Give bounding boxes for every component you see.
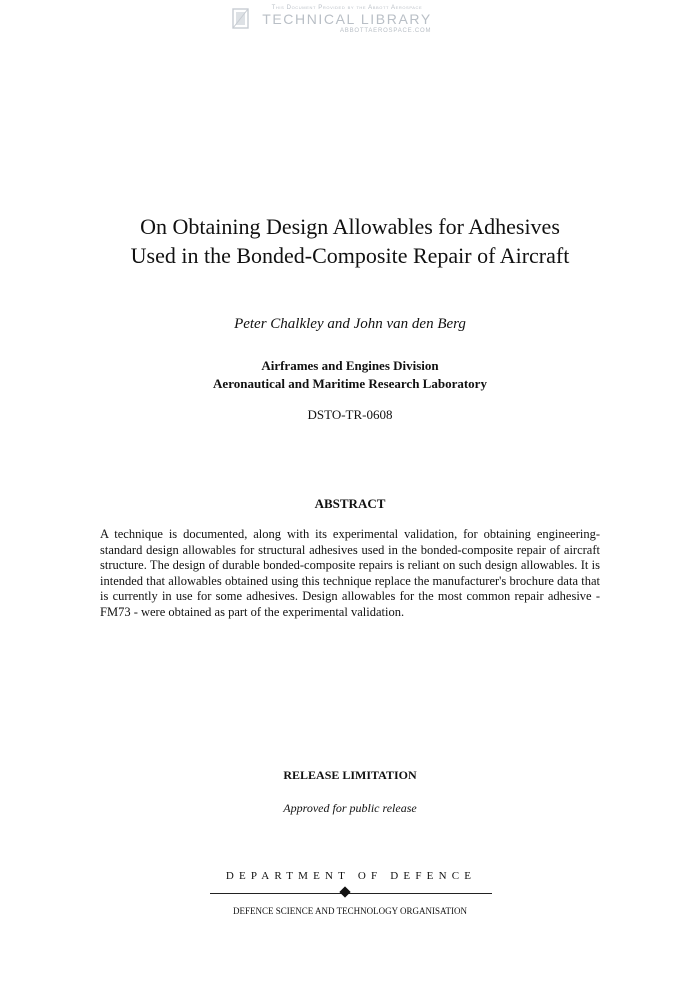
release-limitation-heading: RELEASE LIMITATION <box>283 768 417 782</box>
abstract-body: A technique is documented, along with its experimental validation, for obtaining engineering-standard design allowables for structural adhesives used in the bonded-composite repair of aircraft structure. The design of durable bonded-composite repairs is reliant on such design allowables. It is intended that allowables obtained using this technique replace the manufacturer's brochure data that is currently in use for some adhesives. Design allowables for the most common repair adhesive - FM73 - were obtained as part of the experimental validation. <box>100 527 600 619</box>
diamond-icon <box>339 886 350 897</box>
division-name: Airframes and Engines Division <box>261 358 439 373</box>
watermark-provided-by: This Document Provided by the Abbott Aerospace <box>271 5 423 11</box>
abstract-heading: ABSTRACT <box>314 496 386 511</box>
organisation-name: DEFENCE SCIENCE AND TECHNOLOGY ORGANISATION <box>233 906 467 916</box>
release-statement: Approved for public release <box>283 801 417 815</box>
report-number: DSTO-TR-0608 <box>307 407 393 422</box>
watermark-website: ABBOTTAEROSPACE.COM <box>340 28 432 34</box>
authors: Peter Chalkley and John van den Berg <box>234 316 466 332</box>
document-title <box>0 212 700 270</box>
title-line-2: Used in the Bonded-Composite Repair of Aircraft <box>130 243 570 268</box>
title-line-1: On Obtaining Design Allowables for Adhesives <box>140 214 560 239</box>
department-name: DEPARTMENT OF DEFENCE <box>225 870 477 882</box>
laboratory-name: Aeronautical and Maritime Research Laboratory <box>213 376 487 391</box>
affiliation <box>0 357 700 393</box>
footer-divider <box>210 893 492 894</box>
watermark-banner <box>230 2 460 36</box>
watermark-library-name: TECHNICAL LIBRARY <box>262 11 432 27</box>
